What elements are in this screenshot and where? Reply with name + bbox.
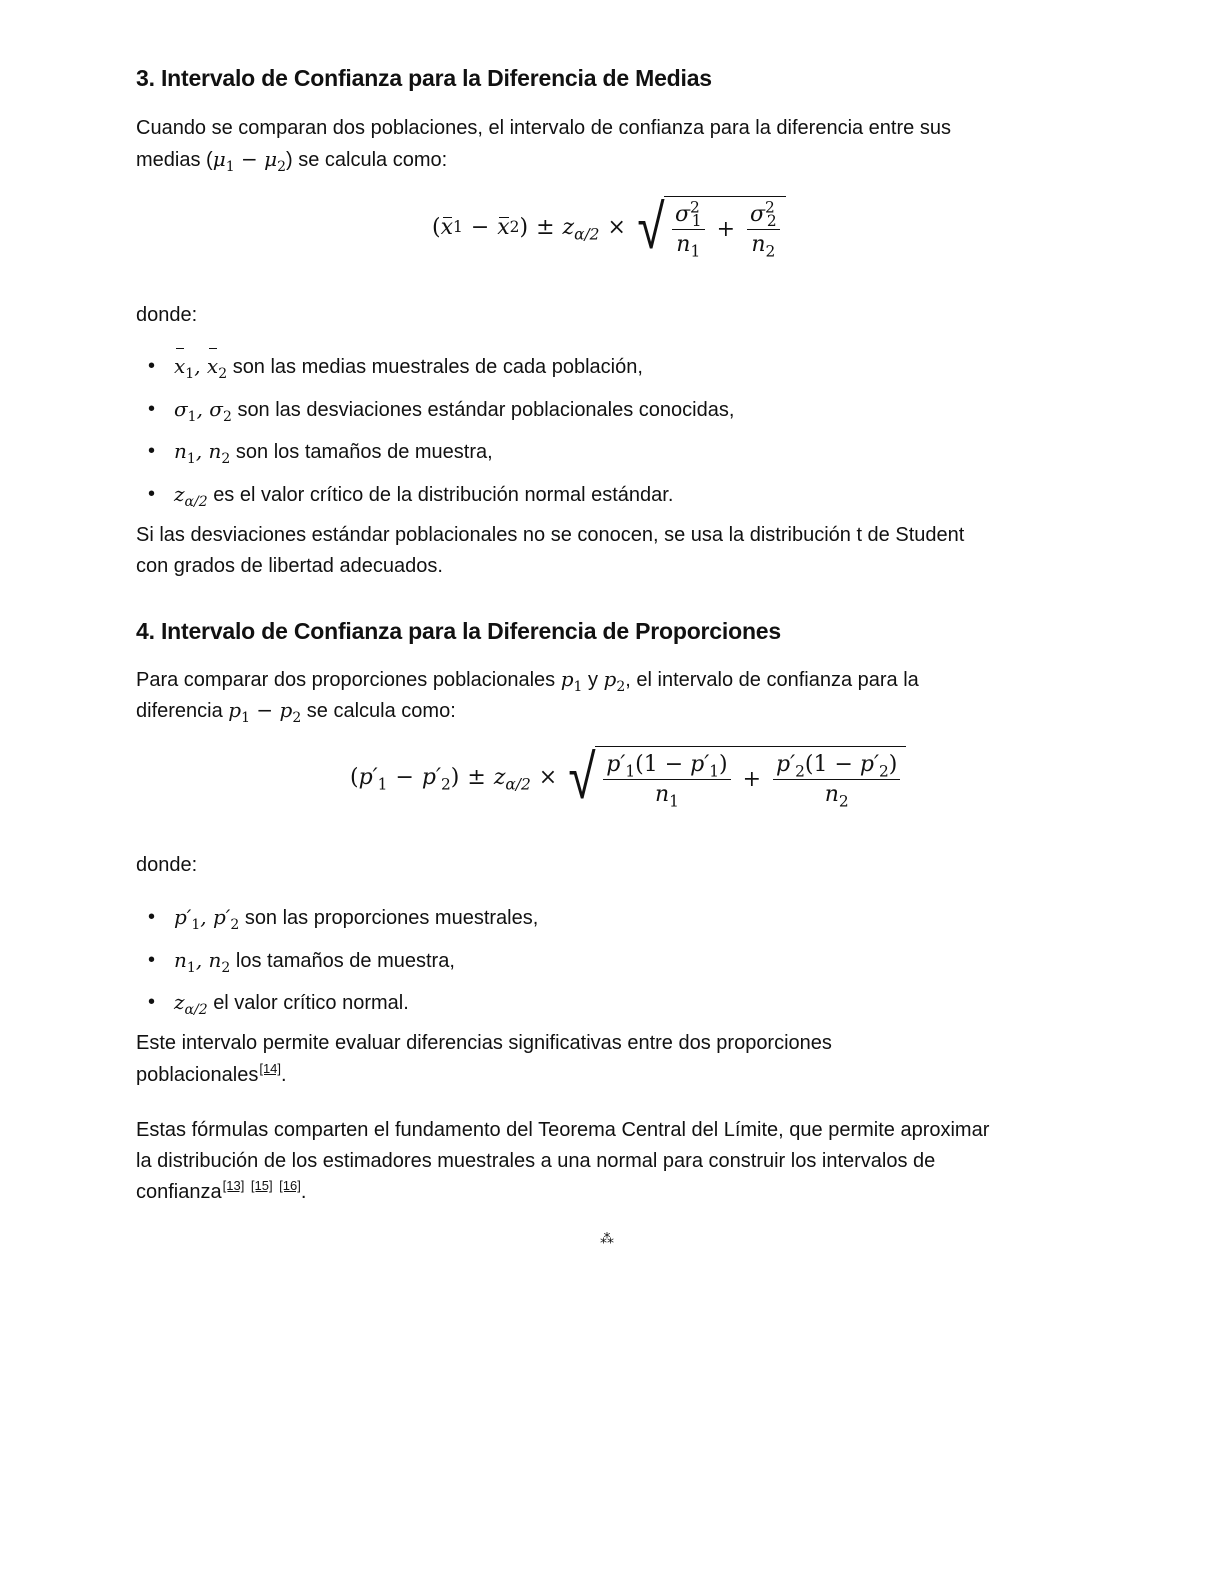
section-3-intro-line2: medias $(\mu_1 - \mu_2)$ se calcula como: <box>136 147 448 175</box>
section-3-intro-line1: Cuando se comparan dos poblaciones, el intervalo de confianza para la diferencia entre sus <box>136 117 951 139</box>
section-4-bullet-list <box>136 897 538 1025</box>
conclusion-line2: la distribución de los estimadores muestrales a una normal para construir los intervalos de <box>136 1150 936 1172</box>
citation-link-13[interactable]: [13] <box>222 1178 245 1194</box>
list-item: • $z_{\alpha/2}$ el valor crítico normal. <box>136 982 538 1025</box>
formula-diff-proportions: ( $p'_1$ − $p'_2$ ) ± $z_{\alpha/2}$ × √ $\frac{p'_1(1 - p'_1)}{n_1}$ + $\frac{p'_2(1 - p'_2)}{n_2}$ <box>350 746 906 808</box>
list-item: • $z_{\alpha/2}$ es el valor crítico de la distribución normal estándar. <box>136 474 734 517</box>
conclusion-line1: Estas fórmulas comparten el fundamento del Teorema Central del Límite, que permite aproximar <box>136 1119 990 1141</box>
citation-link-14[interactable]: [14] <box>259 1061 282 1077</box>
section-4-closing-line1: Este intervalo permite evaluar diferencias significativas entre dos proporciones <box>136 1032 832 1054</box>
list-item: • $n_1$, $n_2$ son los tamaños de muestra, <box>136 431 734 474</box>
section-3-closing-line1: Si las desviaciones estándar poblacionales no se conocen, se usa la distribución t de Student <box>136 524 965 546</box>
formula-diff-means: ( x 1 − x 2 ) ± $z_{\alpha/2}$ × √ $\frac{\sigma^2_1}{n_1}$ + $\frac{\sigma^2_2}{n_2}$ <box>432 196 786 258</box>
math-mu-diff: $\mu_1 - \mu_2$ <box>212 147 287 175</box>
section-3-bullet-list <box>136 346 734 516</box>
conclusion-line3: confianza[13] [15] [16]. <box>136 1178 307 1203</box>
section-3-where-label: donde: <box>136 304 198 326</box>
section-4-intro-line2: diferencia $p_1 - p_2$ se calcula como: <box>136 698 456 726</box>
section-4-intro-line1: Para comparar dos proporciones poblacionales $p_1$ y $p_2$, el intervalo de confianza para la <box>136 667 919 695</box>
sqrt-symbol: √ $\frac{\sigma^2_1}{n_1}$ + $\frac{\sigma^2_2}{n_2}$ <box>634 196 786 258</box>
list-item: • $\sigma_1$, $\sigma_2$ son las desviaciones estándar poblacionales conocidas, <box>136 389 734 432</box>
section-4-where-label: donde: <box>136 854 198 876</box>
asterism-ornament: ⁂ <box>600 1230 614 1246</box>
section-3-closing-line2: con grados de libertad adecuados. <box>136 555 443 577</box>
section-4-heading: 4. Intervalo de Confianza para la Diferencia de Proporciones <box>136 618 781 644</box>
list-item: • $p'_1$, $p'_2$ son las proporciones muestrales, <box>136 897 538 940</box>
list-item: • $n_1$, $n_2$ los tamaños de muestra, <box>136 940 538 983</box>
list-item: • $x_1$, $x_2$ son las medias muestrales de cada población, <box>136 346 734 389</box>
citation-link-16[interactable]: [16] <box>279 1178 301 1194</box>
section-3-heading: 3. Intervalo de Confianza para la Diferencia de Medias <box>136 65 712 91</box>
citation-link-15[interactable]: [15] <box>250 1178 273 1194</box>
section-4-closing-line2: poblacionales[14]. <box>136 1061 287 1086</box>
sqrt-symbol: √ $\frac{p'_1(1 - p'_1)}{n_1}$ + $\frac{p'_2(1 - p'_2)}{n_2}$ <box>565 746 906 808</box>
